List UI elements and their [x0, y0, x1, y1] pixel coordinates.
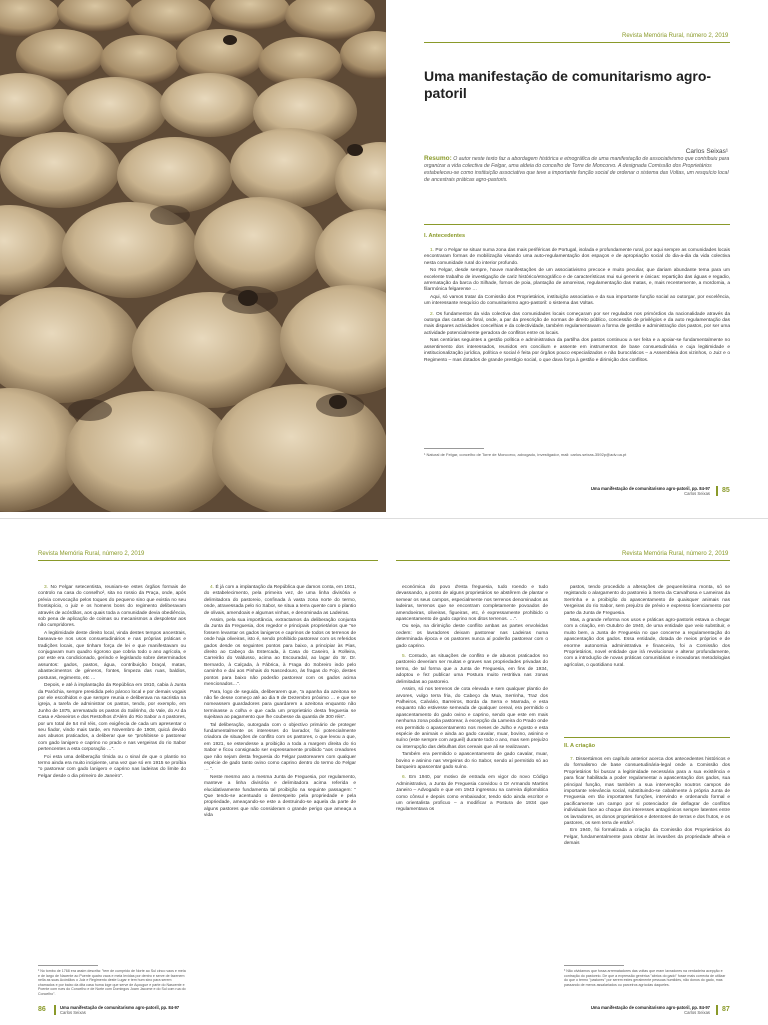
- paragraph: pastos, tendo procedido a alterações de pequeníssima monta, só se registando o alargamento do pastoreio à Serra da Carvalhosa e Lameiras da Serrinha e a proibição do apascentamento de quaisquer animais nas Vergeiras do rio Sabor, sem prejuízo de prévio e expresso licenciamento por parte da Junta de Freguesia.: [564, 585, 730, 616]
- page-number-right: 87: [722, 1006, 730, 1013]
- paragraph: Ou seja, na dirimição deste conflito ambas as partes envolvidas cedem: os lavradores deixam pastorear nas Ladeiras numa determinada época e os pastores nunca aí poderão pastorear com o gado caprino.: [396, 624, 548, 649]
- footnote-rule: [564, 965, 624, 966]
- paragraph: 6. Em 1940, por motivo de entrada em vigor do novo Código Administrativo, a Junta de Freguesia convidou o Dr Armando Martins Janeiro – Advogado e que em 1943 ingressou na carreira diplomática como cônsul e depois como embaixador, tendo sido ainda escritor e um orientalista proficuo – a modificar a Postura de 1934 que regulamentava os: [396, 775, 548, 813]
- column-4: [564, 585, 730, 670]
- section-rule: [424, 224, 730, 225]
- paragraph: 4. É já com a implantação da República que damos conta, em 1911, do estabelecimento, pela primeira vez, de uma linha divisória e delimitadora do pastoreio, confinada à vasta zona norte do termo, onde, atravessada pelo rio Sabor, se situa a terra quente com o plantio de olivais, amendoais e algumas vinhas, e denominada as Ladeiras.: [204, 585, 356, 616]
- section-rule: [564, 737, 730, 738]
- paragraph: Assim, pela sua importância, extractamos da deliberação conjunta da Junta da Freguesia, dos regedor e principais proprietários que "se fossem levantar os gados lanigeros e caprinos de todos os terrenos de onde haja oliveiras, isto é, sendo prohibido pastorear com os referidos gados desde os seguintes pontos para baixo, a principiar às Pias, direito ao Cabeço da Estercada, à Casa do Caseiro, à Rolleira, Carreirão do Valdusso, acima ao Escouradal, ao lagar do Sr. Dr. Bernardo, à Calçada, à Fábrica, à Fraga do Sobreiro indo pelo caminho e dai aos Pinhais do Nascedouro, às fragas do Fojo, destes pontos para baixo não poderão pastorear com os gados acima mencionados…".: [204, 618, 356, 688]
- section-heading: II. A criação: [564, 743, 595, 749]
- sheep-photo-art: [0, 0, 386, 512]
- page-number-left: 86: [38, 1006, 46, 1013]
- section-heading: I. Antecedentes: [424, 233, 466, 239]
- abstract-label: Resumo:: [424, 155, 452, 162]
- paragraph: Tal deliberação, outorgada com o objectivo primário de proteger fundamentalmente os interesses do lavrador, foi potencialmente criadora de situações de conflito com os pastores, o que levou a que, em 1921, se estendesse a proibição a toda a margem direita do rio Sabor e ficou consignado ser expressamente proibido "aos creadores que não sejam desta freguesia do Felgar pastorearem com qualquer espécie de gado tanto ovino como caprino dentro do termo do Felgar … ".: [204, 722, 356, 773]
- paragraph: Assim, só nos terrenos de cota elevada e sem qualquer plantio de arvores, vulgo terra fria, do Cabeço da Mua, Serrinha, Traz dos Palheiros, Calvário, Barreiros, Borda da Serra e Marrada, e esta enquanto não estivesse semeada de qualquer cereal, era permitido o apascentamento do gado ovino e caprino, sendo que este em mais nenhuma zona podia pastorear, à excepção da Lameira do Prado onde era permitido o apascentamento nos meses de Julho e Agosto e esta espécie de animais e ainda ao gado cavalar, muar, bovino, asinino e suíno (este sempre com argueil) durante todo o ano, mas sem prejuízo ou interrupção das debulhas dos cereais que ali se realizavam.: [396, 687, 548, 750]
- page-footer-right: [550, 1005, 710, 1015]
- abstract-text: O autor neste texto faz a abordagem histórica e etnográfica de uma manifestação de associativismo que contribuiu para organizar a vida colectiva de Felgar, uma aldeia do concelho de Torre de Moncorvo. A designada Comissão dos Proprietários estabeleceu-se como instituição associativa que teve a importante função social de ordenar o sistema das Voltas, um resquício local de ancestrais práticas agro-pastoris.: [424, 156, 730, 183]
- column-3: [396, 585, 548, 815]
- paragraph: Neste mesmo ano a mesma Junta de Freguesia, por regulamento, manteve a linha divisória e delimitadora acima referida e elucidativamente fundamenta tal proibição na seguinte passagem: " Que tendo-se acentuado o desrespeito pela propriedade e pela propriedade, ameaçando-se este a destruindo-se aquela da parte de alguns pastores que não consideram o grande perigo que ameaça a vida: [204, 774, 356, 819]
- column-2: [204, 585, 356, 821]
- paragraph: 1. Por o Felgar se situar numa zona das mais periféricas de Portugal, isolada e profundamente rural, por aqui sempre as comunidades locais encontraram formas de mobilização visando uma auto-regulamentação dos espaços e de apropriação social do dia-a-dia da vida colectiva nesta comunidade rural do interior profundo.: [424, 248, 730, 266]
- paragraph: Em 1940, foi formalizada a criação da Comissão dos Proprietários do Felgar, fundamentalmente para obstar às invasões da propriedade alheia e demais: [564, 828, 730, 847]
- body-text: [424, 248, 730, 365]
- page-footer: [560, 486, 710, 496]
- paragraph: económica do povo d'esta freguesia, tudo roendo e tudo devassando, a ponto de alguns proprietários se abstêrem de plantar e semear os seus campos, especialmente nos terrenos denominados as ladeiras, terrenos que se encontram completamente povoados de amendoeiras, oliveiras, figueiras, etc, é expressamente prohibido o apascentamento de gado caprino nos ditos terrenos. …".: [396, 585, 548, 623]
- header-rule-right: [396, 560, 730, 561]
- paragraph: Também era permitido o apascentamento de gado cavalar, muar, bovino e asinino nas Vergeiras do rio Sabor, sendo aí permitido só ao barqueiro apascentar gado suíno.: [396, 752, 548, 770]
- top-page: [0, 0, 768, 512]
- sheep-flock-photo: [0, 0, 386, 512]
- article-author: Carlos Seixas¹: [685, 148, 728, 155]
- column-4-continued: [564, 757, 730, 849]
- page-number-bar-left: [54, 1005, 56, 1015]
- footer-author: Carlos Seixas: [60, 1010, 86, 1016]
- paragraph: 3. No Felgar setecentista, reuniam-se estes órgãos formais de controlo na casa do conselho², sita no rossio da Praça, onde, após prévia convocação pelos toques do pequeno sino que existia no seu frontispício, o juiz e os homens bons do regimento deliberavam através de acórdãos, aos quais toda a comunidade devia obediência, sob pena de aplicação de coimas ou mecanismos a despoletar aos não cumpridores.: [38, 585, 186, 629]
- running-header-left: Revista Memória Rural, número 2, 2019: [38, 551, 145, 557]
- footer-title: Uma manifestação de comunitarismo agro-patoril, pp. 84-97: [590, 486, 710, 491]
- running-header-right: Revista Memória Rural, número 2, 2019: [622, 551, 729, 557]
- footnote: ¹ Natural de Felgar, concelho de Torre de Moncorvo, advogado, investigador, mail: carlos.seixas-3592p@adv.oa.pt: [424, 452, 627, 457]
- page-number-bar-right: [716, 1005, 718, 1015]
- paragraph: Nas centúrias seguintes a gestão política e administrativa da partilha dos pastos continuou a ser feita e a apoiar-se fundamentalmente no assentimento dos interessados, reunidos em concilium e assente em instrumentos de base consuetudinária e cuja legitimidade e institucionalização jurídica, política e social é feita por órgãos pouco especializados e não burocráticos – a Assembleia dos vizinhos, o Juiz e o Regimento – mas dotados de grande prestígio social, o que dava força à gestão e dirimição dos conflitos.: [424, 338, 730, 363]
- page-number-bar: [716, 486, 718, 496]
- paragraph: 7. Dissertámos em capítulo anterior acerca dos antecedentes históricos e do formalismo de base consuetudinária-legal onde a Comissão dos Proprietários foi buscar a legitimidade necessária para a sua existência e para ficar habilitada a poder regulamentar a apascentação dos gados, sua principal função, mas também a sua intervenção noutros campos de importante relevância social, substituindo-se cabalmente à própria Junta de Freguesia em tão importantes funções, intervindo e ordenando formal e pacificamente um campo por si potenciador de deflagrar de conflitos individuais face ao choque dos interesses antagónicos sempre latentes entre os lavradores, os donos proprietários e detentores de terras e dos frutos, e os pastores, os sem terra de então³.: [564, 757, 730, 827]
- paragraph: Mas, a grande reforma nos usos e práticas agro-pastoris estava a chegar com a criação, em Outubro de 1940, de uma entidade que veio substituir, e muito bem, a Junta de Freguesia no que concerne a regulamentação do apascentação dos gados. Essa entidade, dotada de meios próprios e de enorme autonomia administrativa e financeira, foi a Comissão dos Proprietários, novel entidade que irá revolucionar e alterar profundamente, com a introdução de novas práticas comunitárias e inovadoras metodologias agrícolas, o quotidiano rural.: [564, 618, 730, 668]
- paragraph: A legitimidade deste direito local, vinda destes tempos ancestrais, baseava-se nos usos consuetudinários e nas próprias práticas e tradições locais, que tinham força de lei e que manifestavam ou conjugavam num quadro rigoroso que cobria todo o ano agrícola, e por este era condicionado, gerindo e legislando sobre determinados assuntos: gados, pastos, água, contribuição braçal, matas, abastecimentos de géneros, fontes, limpeza das ruas, baldios, posturas, regimento, etc …: [38, 630, 186, 681]
- footnote-rule: [424, 448, 484, 449]
- footer-title: Uma manifestação de comunitarismo agro-patoril, pp. 84-97: [60, 1005, 180, 1010]
- paragraph: No Felgar, desde sempre, houve manifestações de um associativismo precoce e muito peculiar, que dariam abundante tema para um excelente trabalho de investigação de cariz histórico/etnográfico e de características mui sui generis e únicas: repartição das águas e regadio, arrematação da barca do Silhade, fornos de poia, plantação de amoreiras, regulamentação das matas, e, mais recentemente, a mordomia, a filarmónica felgarense …: [424, 268, 730, 293]
- footer-author: Carlos Seixas: [684, 491, 710, 497]
- column-1-footnote: ² No tombo de 1768 era assim descrita: "tem de cumprido de Norte ao Sul cinco vaos e meia e de largo de Nacente ao Puente quatro vaos e meia levidas por dentro e serve de fazenem nella as suas Acórdãos o Juiz e Regimento deste Lugar e tem hum sino para serem chamados e por baixo da dita casa huma loge que serve de Açougue e parte do Nascente e Poente com rues do Concelho e de Norte com Domingos Joam Jacome e do Sul com rua do Concelho".: [38, 969, 186, 996]
- header-rule: [424, 42, 730, 43]
- footer-title: Uma manifestação de comunitarismo agro-patoril, pp. 84-97: [590, 1005, 710, 1010]
- paragraph: 2. Os fundamentos da vida colectiva das comunidades locais começaram por ser regulados nos primórdios da nacionalidade através da outorga das cartas de foral, onde, a par da prescrição de normas de direito público, concessão de privilégios e da auto regulamentação das mais dispares actividades concelhias e da colectividade, também regulamentavam a forma de gestão e administração dos pastos, por ser uma actividade potencialmente geradora de conflitos entre os locais.: [424, 311, 730, 336]
- column-1: [38, 585, 186, 781]
- paragraph: Para, logo de seguida, deliberarem que, "a apanha da azeitona se não fie desse começo até ao dia 9 de Dezembro próximo … e que se nomeassem guardadores para guardarem a azeitona enquanto não terminasse a colha e que cada um proprietário desta freguesia se sujeitava ao pagamento que lhe coubesse da quantia de 300 réis".: [204, 689, 356, 721]
- page-footer-left: [60, 1005, 220, 1015]
- running-header: Revista Memória Rural, número 2, 2019: [622, 33, 729, 39]
- paragraph: Depois, e até à implantação da República em 1910, cabia à Junta da Paróchia, sempre presidida pelo pároco local e por demais vogais por ele escolhidos e que sempre reunia e deliberava na sacristia na igreja, a tarefa de administrar os pastos, tendo, por exemplo, em Junho de 1875, arrematado os pastos do Salirinho, do Vale, do Ar da Casa e Abexeiros e dos Restolhos d'Além do Rio Sabor a 4 pastores, por um total de 54 mil réis, com exigência de cada um apresentar o seu fiador, vindo mais tarde, em Novembro de 1908, quicá devido aos abusos praticados, a deliberar que se "prohibisse o pastorear com gado lanigero e caprino no prado e nas vergeiras do rio Sabor pertencentes a esta corporação …".: [38, 683, 186, 753]
- column-4-footnote: ³ Não olvidamos que fossa arrematadores das voltas que eram lavradores na verdadeira acepção e contração do pastoreio. De que a expressão genérica "abrios do gado" fosse mais correcta de utilizar do que o termo "pastores" por serem estes geralmente pessoas humildes, não donos do gado, mas passando de meros assalariados ou parceiros agrícolas daqueles.: [564, 969, 726, 987]
- bottom-spread: [0, 518, 768, 1025]
- paragraph: 5. Contudo, as situações de conflito e de abusos praticados no pastoreio deveriam ser muitas e graves nas propriedades privadas do termo, de tal forma que a Junta de Freguesia, em fins de 1934, adoptou e fez publicar uma Postura muito restritiva nas zonas delimitadas ao pastoreio.: [396, 654, 548, 685]
- header-rule-left: [38, 560, 378, 561]
- footnote-rule: [38, 965, 98, 966]
- page-number: 85: [722, 487, 730, 494]
- article-title: Uma manifestação de comunitarismo agro-patoril: [424, 68, 712, 101]
- paragraph: Aqui, só vamos tratar da Comissão dos Proprietários, instituição associativa e da sua importante função social ao outorgar, por excelência, um interessante resquício do comunitarismo agro-pastoril: o sistema das Voltas.: [424, 294, 730, 307]
- abstract: [424, 155, 730, 184]
- footer-author: Carlos Seixas: [684, 1010, 710, 1016]
- paragraph: Foi esta uma deliberação tímida ou o sinal de que o plantio no termo ainda era muito incipiente, uma vez que só em 1915 se proíbia "o pastorear com gado lanigero e caprino nas ladeiras do limite do Felgar desde o dia primeiro de Janeiro".: [38, 754, 186, 779]
